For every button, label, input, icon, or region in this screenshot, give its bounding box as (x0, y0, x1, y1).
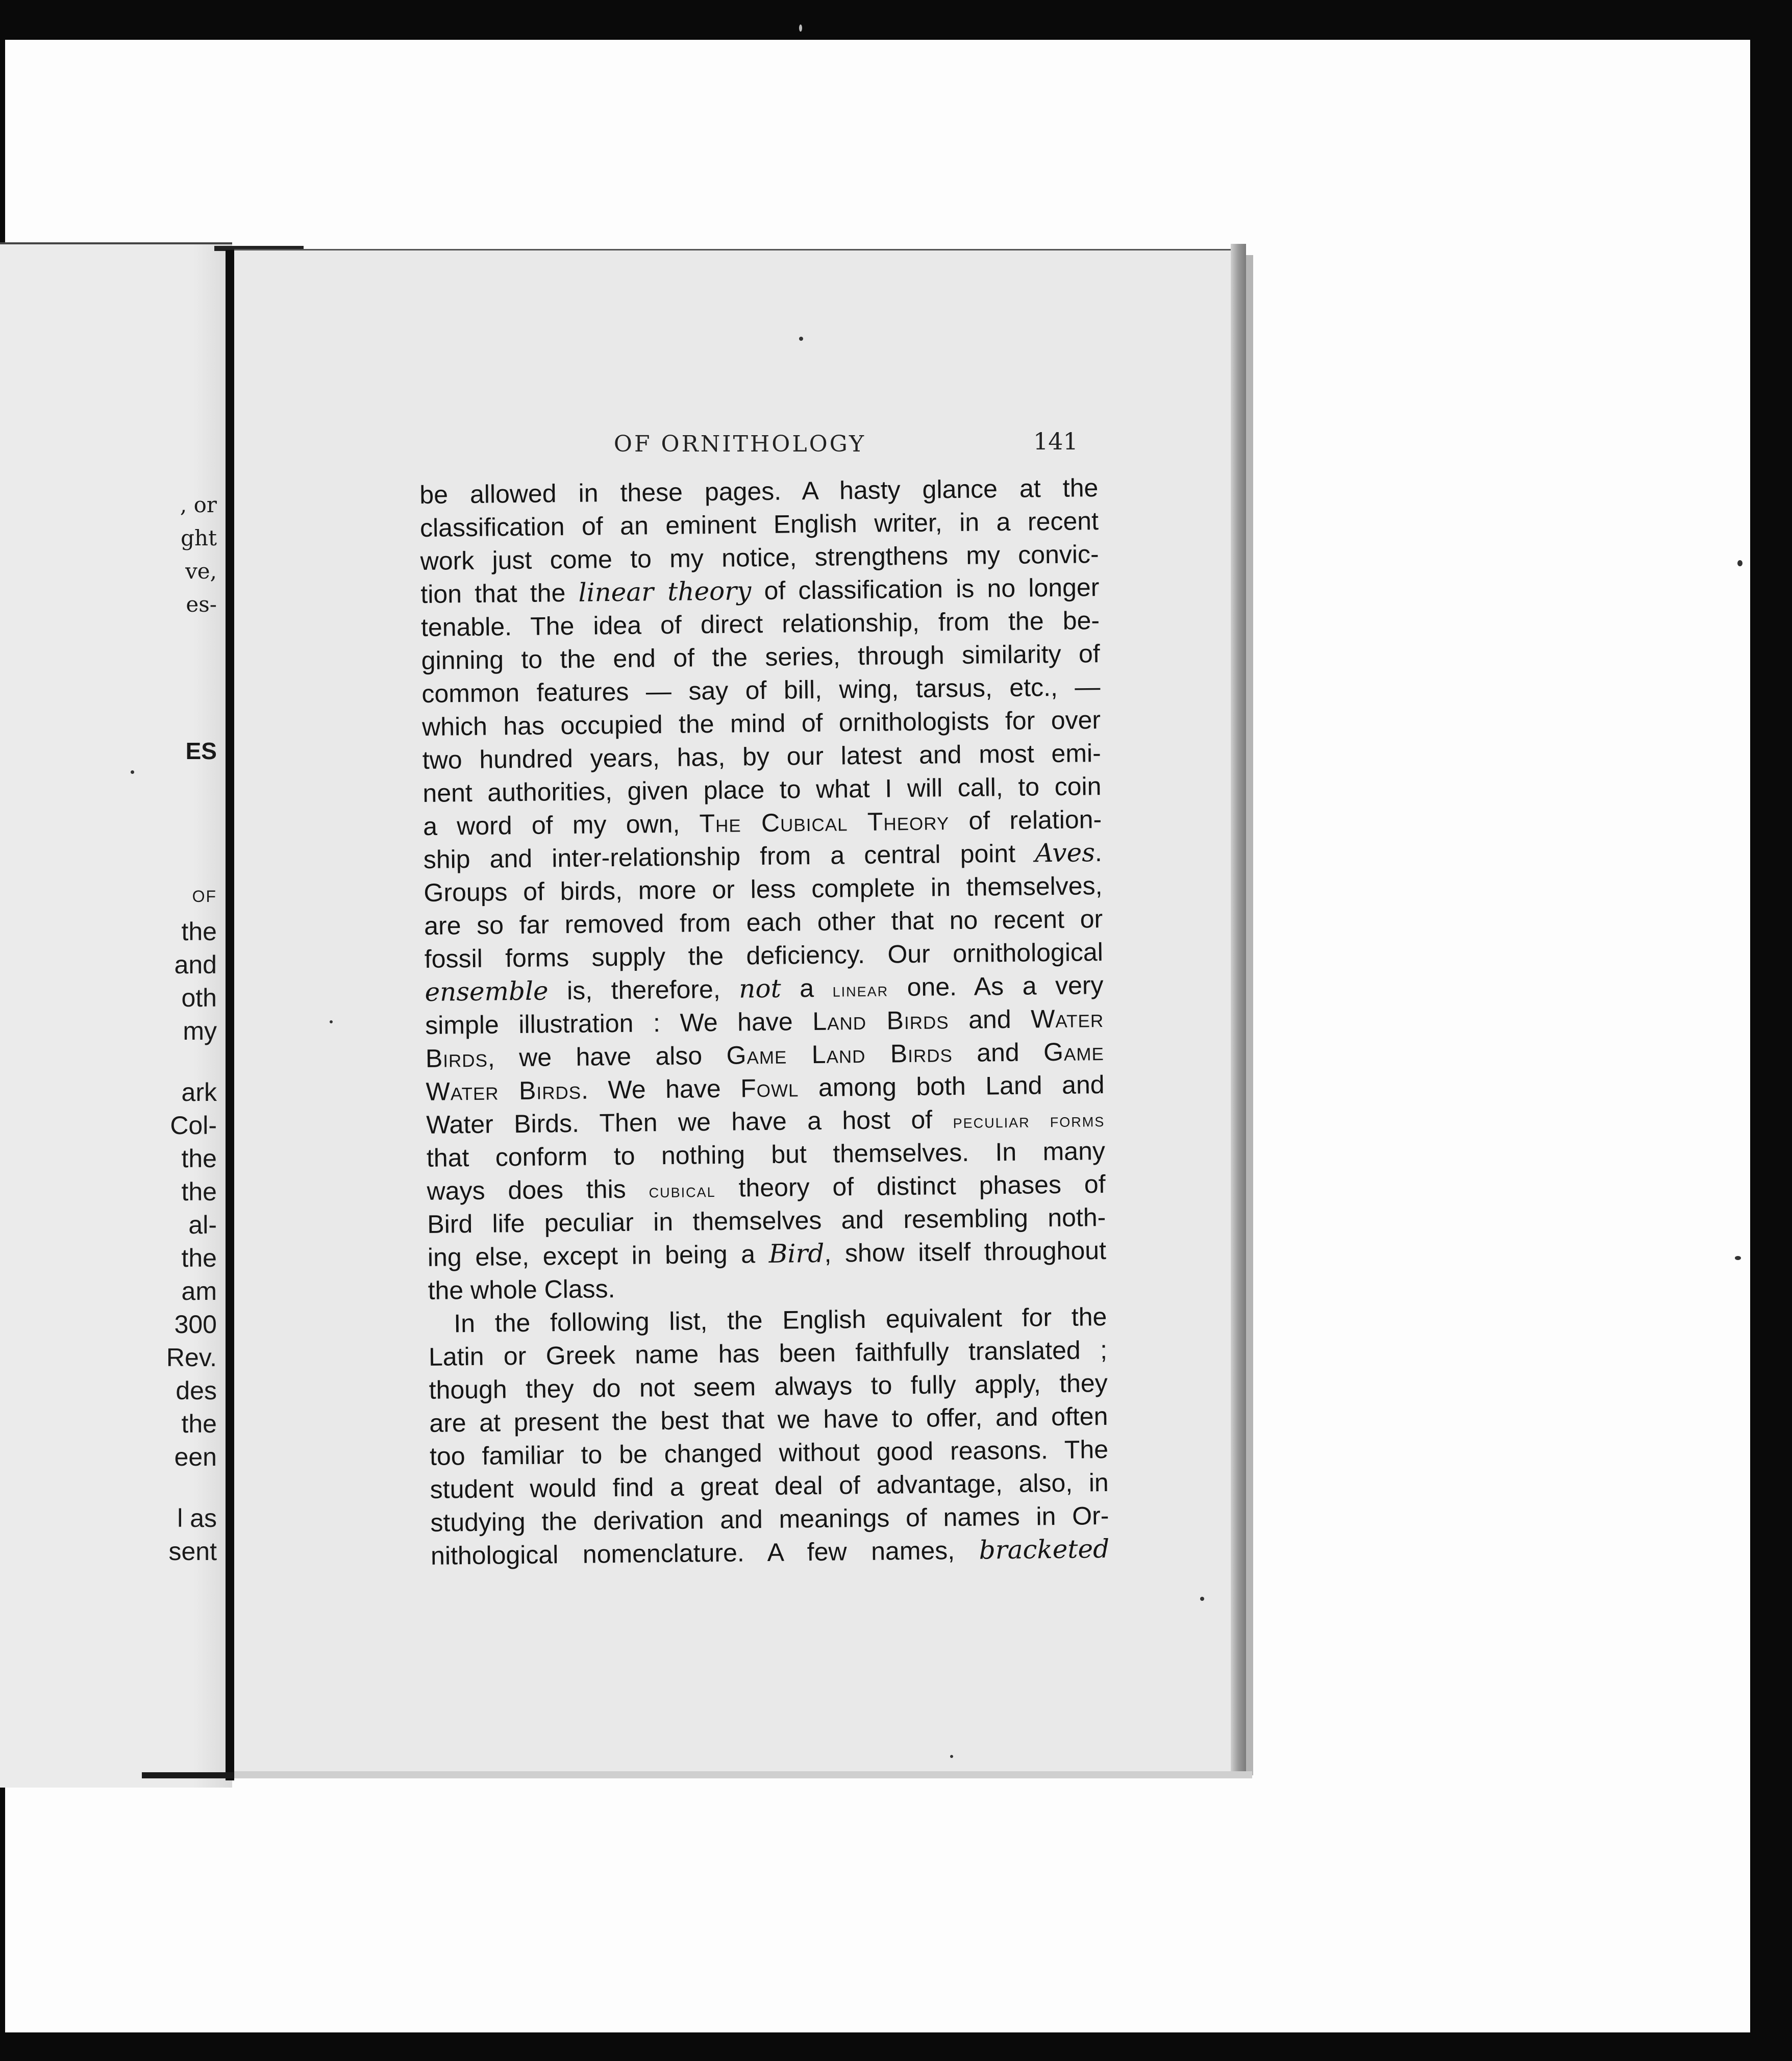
small-caps-term: Land Birds (812, 1006, 949, 1036)
text-line: which has occupied the mind of ornithologists for over (421, 706, 1101, 741)
scan-border-right (1750, 0, 1792, 2061)
text-line: tenable. The idea of direct relationship, from the be- (420, 606, 1100, 642)
left-page-fragment-text: the (181, 1144, 217, 1173)
left-page-fragment-text: l as (177, 1504, 217, 1532)
left-page-fragment-text: the (181, 917, 217, 946)
left-page-fragment-text: sent (168, 1537, 217, 1566)
small-caps-term: linear (832, 979, 889, 1001)
text-line: classification of an eminent English writer, in a recent (419, 507, 1099, 542)
text-line: nent authorities, given place to what I will call, to coin (422, 772, 1102, 808)
text-line: that conform to nothing but themselves. In many (426, 1137, 1106, 1172)
text-line: Latin or Greek name has been faithfully translated ; (428, 1335, 1108, 1371)
text-line: ensemble is, therefore, not a linear one. As a very (425, 971, 1104, 1007)
scan-speck (799, 24, 802, 32)
text-line: studying the derivation and meanings of names in Or- (430, 1501, 1109, 1537)
italic-term: Bird (768, 1238, 825, 1269)
left-page-fragment-text: ght (181, 525, 217, 550)
text-line: Groups of birds, more or less complete in themselves, (424, 871, 1103, 907)
text-line: Bird life peculiar in themselves and resembling noth- (427, 1202, 1106, 1239)
page-number: 141 (1033, 428, 1078, 455)
italic-term: ensemble (425, 976, 549, 1007)
book-spine-binding (226, 250, 234, 1780)
small-caps-term: The Cubical Theory (699, 807, 950, 838)
left-page-fragment-text: , or (180, 492, 217, 517)
left-page-fragment-text: 300 (174, 1310, 217, 1339)
left-page-fragment-text: een (174, 1443, 217, 1471)
left-page-fragment-text: OF (192, 887, 217, 906)
scan-speck (799, 337, 803, 341)
running-head: OF ORNITHOLOGY (613, 431, 866, 457)
small-caps-term: peculiar forms (953, 1110, 1105, 1133)
italic-term: Aves (1034, 838, 1096, 868)
text-line: though they do not seem always to fully apply, they (429, 1368, 1108, 1404)
text-line: fossil forms supply the deficiency. Our ornithological (424, 938, 1104, 973)
text-line: a word of my own, The Cubical Theory of relation- (422, 805, 1102, 841)
page-stack-edge-outer (1246, 255, 1253, 1775)
left-page-fragment-text: the (181, 1410, 217, 1438)
small-caps-term: Game (1043, 1037, 1105, 1067)
text-line: nithological nomenclature. A few names, bracketed (430, 1534, 1110, 1570)
small-caps-term: cubical (649, 1179, 716, 1202)
italic-term: not (738, 973, 781, 1004)
left-page-fragment (0, 242, 232, 1788)
text-line: ways does this cubical theory of distinct phases of (427, 1169, 1106, 1205)
text-line: two hundred years, has, by our latest and most emi- (422, 739, 1102, 774)
small-caps-term: Fowl (740, 1073, 799, 1103)
left-page-fragment-text: ark (181, 1078, 217, 1107)
scan-speck (330, 1020, 333, 1023)
left-page-fragment-text: the (181, 1177, 217, 1206)
text-line: student would find a great deal of advantage, also, in (430, 1468, 1109, 1504)
left-page-fragment-heading: ES (185, 738, 217, 764)
left-page-fragment-text: and (174, 950, 217, 979)
page-stack-edge (1231, 244, 1246, 1777)
text-line: simple illustration : We have Land Birds and Water (425, 1004, 1104, 1040)
text-line: ship and inter-relationship from a central point Aves. (423, 838, 1103, 874)
scan-border-bottom (0, 2032, 1792, 2061)
small-caps-term: Water Birds (426, 1075, 582, 1106)
page-bottom-edge (234, 1771, 1252, 1778)
italic-term: linear theory (578, 576, 752, 608)
scan-speck (131, 770, 134, 774)
text-line: Water Birds. Then we have a host of peculiar forms (426, 1105, 1105, 1139)
text-line: are at present the best that we have to offer, and often (429, 1401, 1108, 1438)
left-page-fragment-text: the (181, 1244, 217, 1272)
left-page-fragment-text: Col- (170, 1111, 217, 1140)
scan-speck (1200, 1597, 1204, 1601)
small-caps-term: Birds (425, 1043, 488, 1073)
text-line: ing else, except in being a Bird, show itself throughout (427, 1236, 1107, 1272)
left-page-fragment-text: am (181, 1277, 217, 1305)
text-line: common features — say of bill, wing, tarsus, etc., — (421, 672, 1101, 708)
left-page-fragment-text: al- (188, 1211, 217, 1239)
scan-speck (1737, 560, 1743, 566)
text-line: ginning to the end of the series, through similarity of (421, 639, 1100, 675)
text-line: Birds, we have also Game Land Birds and Game (425, 1037, 1105, 1073)
text-line: be allowed in these pages. A hasty glance at the (419, 473, 1099, 509)
text-line: too familiar to be changed without good reasons. The (429, 1435, 1109, 1471)
scan-speck (1735, 1256, 1741, 1260)
left-page-fragment-text: ve, (185, 559, 217, 584)
italic-term: bracketed (979, 1534, 1110, 1565)
text-line: are so far removed from each other that no recent or (424, 904, 1103, 940)
text-line: Water Birds. We have Fowl among both Land and (426, 1070, 1105, 1106)
text-line: In the following list, the English equivalent for the (454, 1302, 1107, 1338)
body-text (419, 471, 1109, 1573)
binding-foot (142, 1772, 234, 1778)
scan-speck (950, 1755, 953, 1758)
text-line: tion that the linear theory of classification is no longer (420, 573, 1100, 609)
left-page-fragment-text: des (176, 1376, 217, 1405)
text-line: work just come to my notice, strengthens my convic- (420, 540, 1099, 575)
left-page-fragment-text: oth (181, 984, 217, 1012)
left-page-fragment-text: es- (186, 592, 217, 617)
text-line: the whole Class. (428, 1274, 615, 1305)
left-page-fragment-text: my (183, 1017, 217, 1045)
scan-border-top (0, 0, 1792, 40)
small-caps-term: Water (1030, 1004, 1104, 1034)
small-caps-term: Game Land Birds (726, 1039, 953, 1070)
left-page-fragment-text: Rev. (166, 1343, 217, 1372)
